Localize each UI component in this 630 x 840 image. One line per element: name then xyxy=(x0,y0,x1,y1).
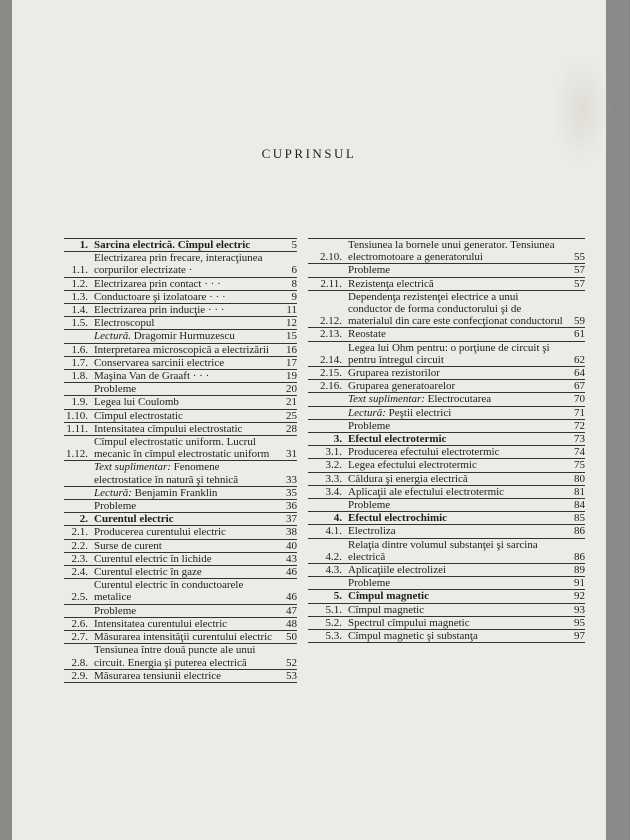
toc-entry-number: 5.3. xyxy=(325,630,342,643)
toc-entry xyxy=(64,461,297,485)
toc-entry xyxy=(64,410,297,422)
toc-entry-page: 53 xyxy=(286,669,297,682)
toc-entry-title: Producerea curentului electric xyxy=(94,526,226,539)
toc-entry-number: 5.1. xyxy=(325,603,342,616)
toc-entry-title: Lectură. Dragomir Hurmuzescu xyxy=(94,330,235,343)
toc-entry xyxy=(308,291,585,328)
toc-entry-page: 86 xyxy=(574,525,585,538)
toc-divider xyxy=(64,682,297,683)
toc-entry-title: Aplicaţiile electrolizei xyxy=(348,564,447,577)
toc-entry xyxy=(308,328,585,340)
toc-entry-number: 2.7. xyxy=(71,631,88,644)
toc-entry-page: 50 xyxy=(286,631,297,644)
toc-entry-page: 92 xyxy=(574,590,585,603)
toc-entry xyxy=(64,605,297,617)
toc-entry-number: 4. xyxy=(333,512,342,525)
toc-entry-page: 97 xyxy=(574,630,585,643)
toc-entry-page: 38 xyxy=(286,526,297,539)
toc-entry-number: 1.12. xyxy=(66,448,88,461)
toc-entry-page: 89 xyxy=(574,564,585,577)
toc-entry-title: Reostate xyxy=(348,328,386,341)
toc-entry-page: 5 xyxy=(291,239,297,251)
toc-entry-number: 1. xyxy=(79,239,88,251)
toc-entry-number: 2.14. xyxy=(320,353,342,366)
toc-entry-title: Lectură: Benjamin Franklin xyxy=(94,486,218,499)
toc-entry-title: Legea lui Ohm pentru: o porţiune de circuit şi pentru întregul circuit xyxy=(348,341,550,366)
toc-entry-title: Electrizarea prin inducţie · · · xyxy=(94,304,225,317)
toc-entry xyxy=(64,396,297,408)
toc-entry-page: 80 xyxy=(574,472,585,485)
toc-entry-title: Maşina Van de Graaft · · · xyxy=(94,370,210,383)
toc-entry-title: Cîmpul magnetic xyxy=(348,603,425,616)
toc-entry xyxy=(308,367,585,379)
toc-entry-number: 3. xyxy=(333,433,342,446)
toc-entry-number: 3.2. xyxy=(325,459,342,472)
toc-right-column xyxy=(308,238,585,643)
toc-entry-number: 2.13. xyxy=(320,328,342,341)
toc-entry xyxy=(64,540,297,552)
toc-entry-number: 2.11. xyxy=(320,277,342,290)
toc-entry-title: Electroliza xyxy=(348,525,396,538)
toc-entry xyxy=(308,630,585,642)
toc-entry xyxy=(64,330,297,342)
toc-entry xyxy=(308,539,585,563)
toc-entry-page: 62 xyxy=(574,353,585,366)
toc-entry-page: 85 xyxy=(574,512,585,525)
toc-entry xyxy=(308,393,585,405)
toc-entry xyxy=(64,344,297,356)
toc-entry-number: 1.3. xyxy=(71,290,88,303)
toc-entry-page: 28 xyxy=(286,422,297,435)
toc-entry-title: Curentul electric în lichide xyxy=(94,552,212,565)
toc-entry-title: Efectul electrotermic xyxy=(348,433,447,446)
toc-entry-page: 31 xyxy=(286,448,297,461)
toc-entry xyxy=(64,526,297,538)
toc-entry-page: 91 xyxy=(574,577,585,590)
toc-entry-number: 2. xyxy=(79,513,88,526)
toc-entry-page: 75 xyxy=(574,459,585,472)
toc-entry xyxy=(64,579,297,603)
toc-entry-number: 2.8. xyxy=(71,656,88,669)
toc-entry-title: Interpretarea microscopică a electrizării xyxy=(94,343,269,356)
toc-entry-title: Surse de curent xyxy=(94,539,162,552)
toc-entry-title: Lectură: Peştii electrici xyxy=(348,406,452,419)
toc-entry-number: 2.6. xyxy=(71,617,88,630)
toc-entry-page: 12 xyxy=(286,317,297,330)
toc-entry-title: Probleme xyxy=(94,500,137,513)
toc-entry-page: 40 xyxy=(286,539,297,552)
toc-entry-title: Rezistenţa electrică xyxy=(348,277,434,290)
toc-entry xyxy=(308,238,585,263)
toc-entry-number: 3.1. xyxy=(325,446,342,459)
toc-entry-title: Conservarea sarcinii electrice xyxy=(94,356,225,369)
toc-entry xyxy=(64,670,297,682)
toc-entry-title: Căldura şi energia electrică xyxy=(348,472,468,485)
toc-entry-title: Intensitatea curentului electric xyxy=(94,617,228,630)
toc-entry xyxy=(64,304,297,316)
toc-entry-title: Curentul electric în conductoarele metalice xyxy=(94,579,244,604)
toc-entry-number: 5.2. xyxy=(325,616,342,629)
toc-entry-page: 35 xyxy=(286,486,297,499)
toc-entry xyxy=(308,617,585,629)
toc-entry-page: 17 xyxy=(286,356,297,369)
toc-entry-page: 72 xyxy=(574,419,585,432)
toc-entry-number: 2.12. xyxy=(320,315,342,328)
toc-entry-number: 2.2. xyxy=(71,539,88,552)
toc-entry-title: Intensitatea cîmpului electrostatic xyxy=(94,422,243,435)
toc-entry-title: Tensiunea la bornele unui generator. Tensiunea electromotoare a generatorului xyxy=(348,239,555,264)
toc-entry xyxy=(64,357,297,369)
toc-entry xyxy=(64,644,297,668)
toc-entry-title: Măsurarea tensiunii electrice xyxy=(94,669,222,682)
toc-entry-page: 19 xyxy=(286,370,297,383)
toc-entry-title: Dependenţa rezistenţei electrice a unui conductor de forma conductorului şi de materialul din care este confecţionat conductorul xyxy=(348,290,563,328)
toc-entry xyxy=(64,500,297,512)
toc-entry xyxy=(308,604,585,616)
toc-entry-title: Relaţia dintre volumul substanţei şi sarcina electrică xyxy=(348,538,538,563)
toc-entry-number: 2.5. xyxy=(71,591,88,604)
toc-entry xyxy=(64,436,297,460)
toc-entry-page: 57 xyxy=(574,277,585,290)
toc-entry-title: Electroscopul xyxy=(94,317,155,330)
toc-entry-title: Probleme xyxy=(348,419,391,432)
toc-entry xyxy=(64,252,297,276)
toc-entry-page: 20 xyxy=(286,383,297,396)
toc-left-column xyxy=(64,238,297,683)
toc-entry-number: 2.1. xyxy=(71,526,88,539)
toc-entry-page: 84 xyxy=(574,499,585,512)
toc-entry xyxy=(308,380,585,392)
toc-entry xyxy=(64,487,297,499)
toc-entry-title: Text suplimentar: Fenomene electrostatice în natură şi tehnică xyxy=(94,461,239,486)
toc-entry xyxy=(308,512,585,524)
toc-entry xyxy=(308,278,585,290)
toc-entry-page: 57 xyxy=(574,264,585,277)
toc-entry xyxy=(64,238,297,251)
toc-entry-number: 3.4. xyxy=(325,485,342,498)
toc-entry-title: Probleme xyxy=(348,499,391,512)
toc-entry xyxy=(308,486,585,498)
toc-entry-title: Cîmpul electrostatic xyxy=(94,409,183,422)
toc-entry xyxy=(308,446,585,458)
toc-entry xyxy=(64,278,297,290)
toc-entry-page: 15 xyxy=(286,330,297,343)
toc-entry-page: 64 xyxy=(574,367,585,380)
toc-entry-number: 1.8. xyxy=(71,370,88,383)
toc-entry-page: 8 xyxy=(291,277,297,290)
toc-entry xyxy=(64,317,297,329)
toc-entry-page: 67 xyxy=(574,380,585,393)
toc-entry-number: 1.6. xyxy=(71,343,88,356)
toc-entry xyxy=(308,433,585,445)
book-page xyxy=(12,0,606,840)
toc-entry-number: 4.1. xyxy=(325,525,342,538)
toc-entry xyxy=(64,423,297,435)
toc-entry xyxy=(64,618,297,630)
toc-entry-page: 21 xyxy=(286,396,297,409)
toc-entry xyxy=(308,590,585,602)
toc-entry xyxy=(308,264,585,276)
toc-entry-page: 95 xyxy=(574,616,585,629)
toc-entry-number: 1.9. xyxy=(71,396,88,409)
toc-entry-number: 2.16. xyxy=(320,380,342,393)
toc-entry-title: Sarcina electrică. Cîmpul electric xyxy=(94,239,251,251)
toc-entry-page: 52 xyxy=(286,656,297,669)
toc-entry-page: 37 xyxy=(286,513,297,526)
toc-entry-title: Curentul electric xyxy=(94,513,174,526)
toc-entry-number: 1.4. xyxy=(71,304,88,317)
toc-entry-number: 4.2. xyxy=(325,550,342,563)
toc-entry-page: 47 xyxy=(286,604,297,617)
toc-divider xyxy=(308,642,585,643)
toc-entry xyxy=(64,631,297,643)
toc-entry-page: 36 xyxy=(286,500,297,513)
toc-entry-number: 1.1. xyxy=(71,264,88,277)
toc-entry-number: 2.9. xyxy=(71,669,88,682)
toc-entry-page: 43 xyxy=(286,552,297,565)
toc-entry-title: Probleme xyxy=(348,577,391,590)
toc-entry-title: Electrizarea prin contact · · · xyxy=(94,277,221,290)
toc-entry-page: 74 xyxy=(574,446,585,459)
toc-entry-title: Producerea efectului electrotermic xyxy=(348,446,500,459)
toc-entry-page: 73 xyxy=(574,433,585,446)
toc-entry-page: 71 xyxy=(574,406,585,419)
toc-entry-page: 9 xyxy=(291,290,297,303)
toc-entry-title: Cîmpul magnetic xyxy=(348,590,429,603)
toc-entry-number: 5. xyxy=(333,590,342,603)
toc-entry-page: 55 xyxy=(574,251,585,264)
toc-entry xyxy=(64,566,297,578)
toc-entry-title: Cîmpul magnetic şi substanţa xyxy=(348,630,478,643)
toc-entry xyxy=(308,564,585,576)
toc-entry-page: 25 xyxy=(286,409,297,422)
toc-entry-page: 6 xyxy=(291,264,297,277)
toc-entry-page: 16 xyxy=(286,343,297,356)
toc-entry xyxy=(308,420,585,432)
toc-entry-title: Probleme xyxy=(94,604,137,617)
toc-entry-page: 93 xyxy=(574,603,585,616)
toc-entry xyxy=(308,459,585,471)
toc-entry-number: 2.4. xyxy=(71,566,88,579)
toc-entry-number: 3.3. xyxy=(325,472,342,485)
toc-entry-page: 33 xyxy=(286,473,297,486)
toc-entry-title: Efectul electrochimic xyxy=(348,512,448,525)
toc-entry-title: Cîmpul electrostatic uniform. Lucrul mecanic în cîmpul electrostatic uniform xyxy=(94,436,270,461)
toc-entry-title: Probleme xyxy=(94,383,137,396)
toc-entry-page: 46 xyxy=(286,591,297,604)
toc-entry-title: Măsurarea intensităţii curentului electric xyxy=(94,631,273,644)
toc-entry-number: 4.3. xyxy=(325,564,342,577)
toc-entry-title: Text suplimentar: Electrocutarea xyxy=(348,393,492,406)
page-title: CUPRINSUL xyxy=(261,146,357,161)
toc-entry xyxy=(64,370,297,382)
toc-entry-number: 1.10. xyxy=(66,409,88,422)
toc-entry-title: Legea lui Coulomb xyxy=(94,396,179,409)
toc-entry-number: 1.2. xyxy=(71,277,88,290)
toc-entry-number: 1.11. xyxy=(66,422,88,435)
toc-entry-title: Electrizarea prin frecare, interacţiunea corpurilor electrizate · xyxy=(94,252,263,277)
toc-entry-page: 48 xyxy=(286,617,297,630)
toc-entry xyxy=(64,291,297,303)
toc-entry-title: Conductoare şi izolatoare · · · xyxy=(94,290,226,303)
toc-entry xyxy=(64,553,297,565)
toc-entry-page: 46 xyxy=(286,566,297,579)
toc-entry xyxy=(308,577,585,589)
toc-entry-page: 61 xyxy=(574,328,585,341)
toc-entry-number: 2.10. xyxy=(320,251,342,264)
toc-entry-number: 2.3. xyxy=(71,552,88,565)
toc-entry-page: 11 xyxy=(286,304,297,317)
toc-entry xyxy=(64,383,297,395)
toc-entry-number: 1.5. xyxy=(71,317,88,330)
toc-entry xyxy=(64,513,297,525)
toc-entry-title: Tensiunea între două puncte ale unui circuit. Energia şi puterea electrică xyxy=(94,644,256,669)
toc-entry-title: Gruparea rezistorilor xyxy=(348,367,440,380)
toc-entry-page: 81 xyxy=(574,485,585,498)
toc-entry-title: Legea efectului electrotermic xyxy=(348,459,477,472)
toc-entry-number: 2.15. xyxy=(320,367,342,380)
toc-entry-page: 59 xyxy=(574,315,585,328)
toc-entry-title: Curentul electric în gaze xyxy=(94,566,202,579)
toc-entry xyxy=(308,407,585,419)
toc-entry-number: 1.7. xyxy=(71,356,88,369)
toc-entry-page: 70 xyxy=(574,393,585,406)
toc-entry xyxy=(308,499,585,511)
toc-entry xyxy=(308,473,585,485)
toc-entry-page: 86 xyxy=(574,550,585,563)
toc-entry-title: Probleme xyxy=(348,264,391,277)
toc-entry-title: Aplicaţii ale efectului electrotermic xyxy=(348,485,505,498)
toc-entry xyxy=(308,525,585,537)
toc-entry-title: Gruparea generatoarelor xyxy=(348,380,456,393)
toc-entry xyxy=(308,342,585,366)
toc-entry-title: Spectrul cîmpului magnetic xyxy=(348,616,470,629)
